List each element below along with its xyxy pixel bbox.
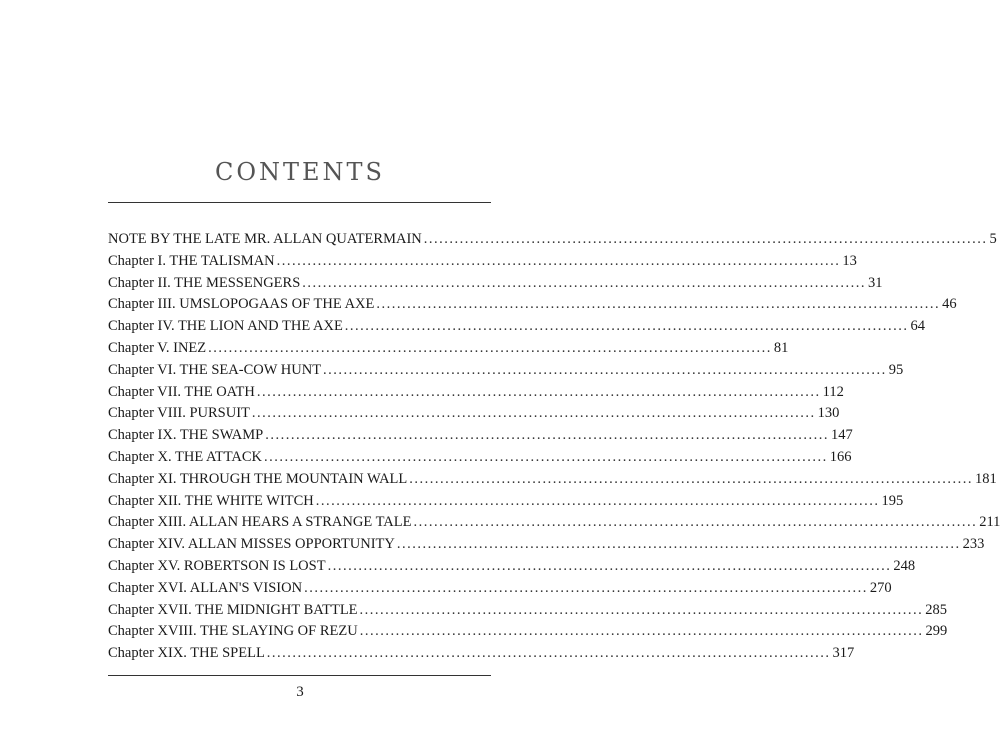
toc-entry-label: Chapter XIV. ALLAN MISSES OPPORTUNITY (108, 536, 395, 553)
dot-leader: .............................................................................................................. (359, 623, 924, 640)
table-of-contents (108, 229, 1000, 665)
dot-leader: .............................................................................................................. (409, 470, 974, 487)
toc-entry-chapter-12[interactable] (108, 491, 904, 513)
toc-entry-label: Chapter XIII. ALLAN HEARS A STRANGE TALE (108, 514, 412, 531)
toc-entry-label: Chapter VIII. PURSUIT (108, 405, 250, 422)
toc-entry-chapter-19[interactable] (108, 643, 855, 665)
top-divider (108, 202, 491, 203)
toc-entry-label: Chapter XIX. THE SPELL (108, 645, 265, 662)
toc-entry-chapter-18[interactable] (108, 621, 948, 643)
toc-entry-page: 64 (910, 318, 926, 335)
toc-entry-chapter-16[interactable] (108, 578, 892, 600)
toc-entry-chapter-8[interactable] (108, 403, 840, 425)
toc-entry-label: Chapter IX. THE SWAMP (108, 427, 264, 444)
toc-entry-label: Chapter XII. THE WHITE WITCH (108, 492, 314, 509)
toc-entry-label: NOTE BY THE LATE MR. ALLAN QUATERMAIN (108, 231, 422, 247)
toc-entry-page: 270 (869, 579, 892, 596)
dot-leader: .............................................................................................................. (396, 536, 961, 553)
toc-entry-label: Chapter V. INEZ (108, 339, 207, 356)
dot-leader: .............................................................................................................. (423, 231, 988, 247)
toc-entry-label: Chapter VII. THE OATH (108, 383, 255, 400)
toc-entry-chapter-17[interactable] (108, 600, 948, 622)
dot-leader: .............................................................................................................. (266, 645, 831, 662)
toc-entry-chapter-14[interactable] (108, 534, 985, 556)
toc-entry-chapter-1[interactable] (108, 251, 857, 273)
toc-entry-chapter-13[interactable] (108, 512, 1000, 534)
toc-entry-page: 5 (989, 231, 997, 247)
dot-leader: .............................................................................................................. (376, 296, 941, 313)
dot-leader: .............................................................................................................. (323, 361, 887, 378)
toc-entry-page: 166 (829, 448, 852, 465)
toc-entry-label: Chapter II. THE MESSENGERS (108, 274, 301, 291)
toc-entry-page: 211 (979, 514, 1000, 531)
toc-entry-label: Chapter XVIII. THE SLAYING OF REZU (108, 623, 358, 640)
bottom-divider (108, 675, 491, 676)
dot-leader: .............................................................................................................. (302, 274, 867, 291)
dot-leader: .............................................................................................................. (256, 383, 821, 400)
dot-leader: .............................................................................................................. (251, 405, 816, 422)
toc-entry-chapter-4[interactable] (108, 316, 926, 338)
toc-entry-chapter-7[interactable] (108, 382, 844, 404)
toc-entry-page: 130 (817, 405, 840, 422)
toc-entry-page: 299 (925, 623, 948, 640)
toc-entry-page: 233 (962, 536, 985, 553)
toc-entry-label: Chapter VI. THE SEA-COW HUNT (108, 361, 322, 378)
toc-entry-label: Chapter XVI. ALLAN'S VISION (108, 579, 303, 596)
dot-leader: .............................................................................................................. (413, 514, 978, 531)
page-title: CONTENTS (214, 158, 385, 186)
dot-leader: .............................................................................................................. (344, 318, 909, 335)
toc-entry-page: 147 (830, 427, 853, 444)
dot-leader: .............................................................................................................. (208, 339, 772, 356)
dot-leader: .............................................................................................................. (359, 601, 924, 618)
dot-leader: .............................................................................................................. (276, 252, 841, 269)
toc-entry-page: 181 (975, 470, 997, 487)
dot-leader: .............................................................................................................. (315, 492, 880, 509)
toc-entry-chapter-5[interactable] (108, 338, 789, 360)
toc-entry-label: Chapter I. THE TALISMAN (108, 252, 275, 269)
toc-entry-page: 46 (942, 296, 957, 313)
toc-entry-page: 81 (773, 339, 789, 356)
toc-entry-label: Chapter X. THE ATTACK (108, 448, 263, 465)
toc-entry-page: 112 (822, 383, 844, 400)
toc-entry-chapter-11[interactable] (108, 469, 997, 491)
dot-leader: .............................................................................................................. (304, 579, 868, 596)
toc-entry-page: 248 (893, 557, 916, 574)
toc-entry-chapter-3[interactable] (108, 294, 957, 316)
dot-leader: .............................................................................................................. (264, 448, 828, 465)
toc-entry-chapter-15[interactable] (108, 556, 916, 578)
dot-leader: .............................................................................................................. (265, 427, 829, 444)
toc-entry-page: 31 (868, 274, 883, 291)
toc-entry-chapter-2[interactable] (108, 273, 883, 295)
toc-entry-label: Chapter III. UMSLOPOGAAS OF THE AXE (108, 296, 375, 313)
toc-entry-label: Chapter XVII. THE MIDNIGHT BATTLE (108, 601, 358, 618)
toc-entry-label: Chapter XV. ROBERTSON IS LOST (108, 557, 326, 574)
toc-entry-page: 195 (881, 492, 904, 509)
toc-entry-label: Chapter XI. THROUGH THE MOUNTAIN WALL (108, 470, 408, 487)
toc-entry-page: 95 (888, 361, 904, 378)
toc-entry-page: 285 (925, 601, 948, 618)
toc-entry-label: Chapter IV. THE LION AND THE AXE (108, 318, 343, 335)
toc-entry-note[interactable] (108, 229, 997, 251)
toc-entry-page: 13 (842, 252, 857, 269)
page-number: 3 (296, 684, 304, 700)
toc-entry-chapter-9[interactable] (108, 425, 853, 447)
dot-leader: .............................................................................................................. (327, 557, 892, 574)
toc-entry-chapter-10[interactable] (108, 447, 852, 469)
toc-entry-chapter-6[interactable] (108, 360, 904, 382)
toc-entry-page: 317 (832, 645, 855, 662)
